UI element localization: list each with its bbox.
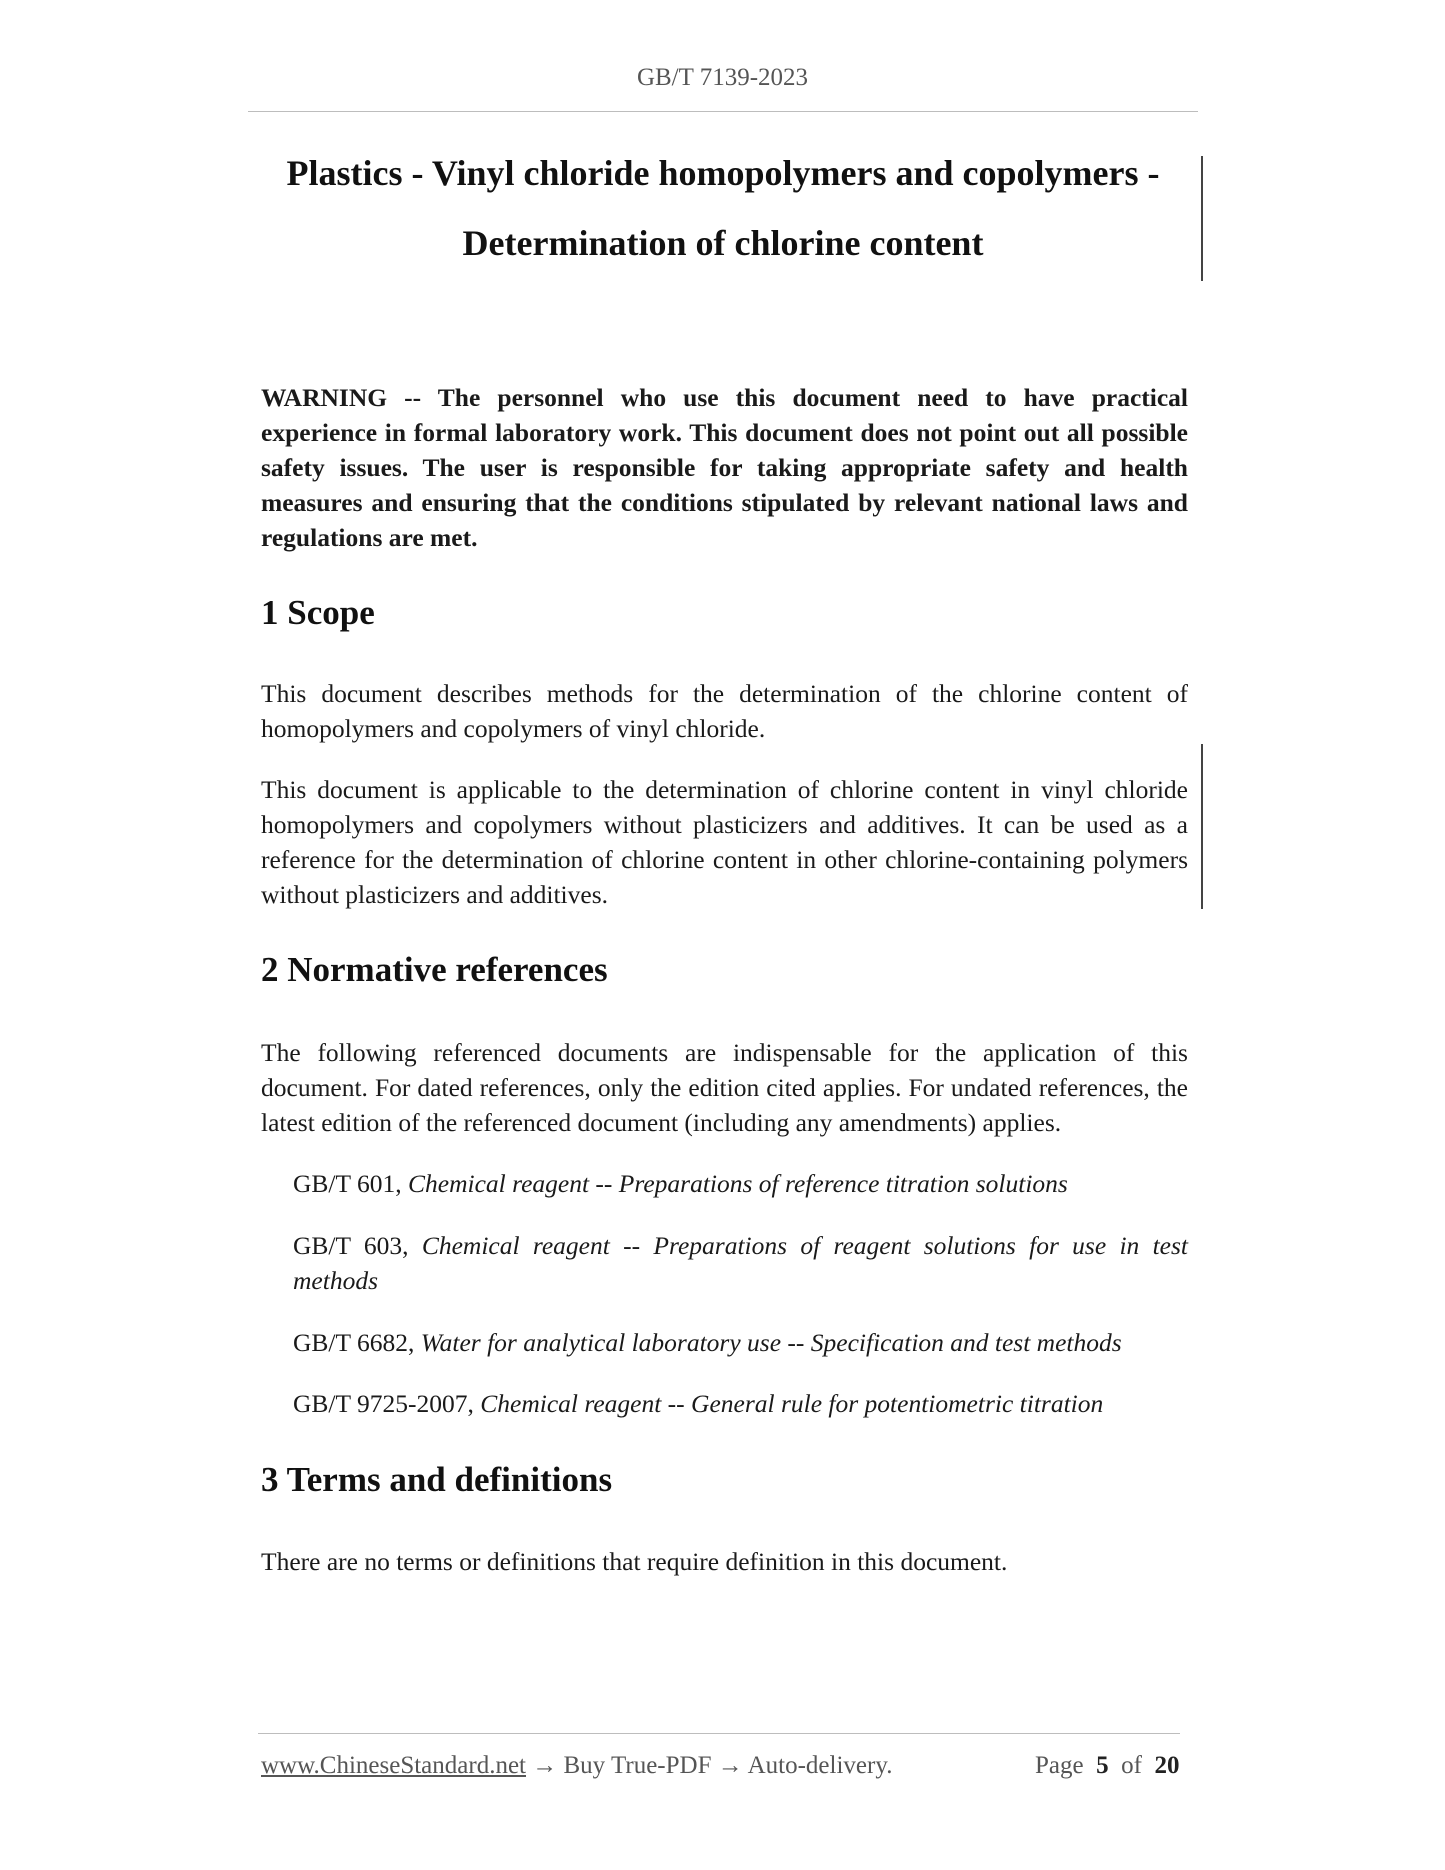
reference-item xyxy=(293,1386,1188,1421)
reference-code: GB/T 6682, xyxy=(293,1328,415,1357)
document-title-line-1: Plastics - Vinyl chloride homopolymers and copolymers - xyxy=(286,153,1160,193)
reference-code: GB/T 603, xyxy=(293,1231,409,1260)
reference-item xyxy=(293,1166,1188,1201)
page-indicator xyxy=(1035,1752,1179,1780)
reference-code: GB/T 9725-2007, xyxy=(293,1389,474,1418)
total-pages-number: 20 xyxy=(1154,1752,1180,1779)
warning-notice: WARNING -- The personnel who use this document need to have practical experience in formal laboratory work. This document does not point out all possible safety issues. The user is responsible for taking appropriate safety and health measures and ensuring that the conditions stipulated by relevant national laws and regulations are met. xyxy=(261,383,1188,552)
section-heading-terms: 3 Terms and definitions xyxy=(261,1460,613,1499)
reference-item xyxy=(293,1228,1188,1298)
reference-code: GB/T 601, xyxy=(293,1169,402,1198)
of-label: of xyxy=(1121,1752,1142,1779)
scope-paragraph-1: This document describes methods for the determination of the chlorine content of homopolymers and copolymers of vinyl chloride. xyxy=(261,679,1188,743)
buy-true-pdf-text: Buy True-PDF xyxy=(563,1752,712,1779)
footer-divider xyxy=(258,1733,1180,1734)
arrow-right-icon: → xyxy=(717,1752,743,1779)
revision-change-bar xyxy=(1201,156,1203,281)
document-title-line-2: Determination of chlorine content xyxy=(462,223,984,263)
reference-title: Chemical reagent -- General rule for potentiometric titration xyxy=(480,1389,1104,1418)
auto-delivery-text: Auto-delivery. xyxy=(747,1752,893,1779)
current-page-number: 5 xyxy=(1096,1752,1109,1779)
reference-item xyxy=(293,1325,1188,1360)
page-label: Page xyxy=(1035,1752,1084,1779)
reference-title: Chemical reagent -- Preparations of reference titration solutions xyxy=(408,1169,1068,1198)
arrow-right-icon: → xyxy=(532,1752,558,1779)
normative-intro-paragraph: The following referenced documents are indispensable for the application of this document. For dated references, only the edition cited applies. For undated references, the latest edition of the referenced document (including any amendments) applies. xyxy=(261,1038,1188,1137)
scope-paragraph-2: This document is applicable to the determination of chlorine content in vinyl chloride homopolymers and copolymers without plasticizers and additives. It can be used as a reference for the determination of chlorine content in other chlorine-containing polymers without plasticizers and additives. xyxy=(261,775,1188,909)
revision-change-bar xyxy=(1201,744,1203,909)
reference-title: Chemical reagent -- Preparations of reagent solutions for use in test methods xyxy=(293,1231,1188,1295)
terms-paragraph: There are no terms or definitions that require definition in this document. xyxy=(261,1547,1008,1576)
footer-promo xyxy=(261,1752,892,1780)
header-divider xyxy=(248,111,1198,112)
site-link[interactable]: www.ChineseStandard.net xyxy=(261,1752,526,1779)
header-standard-code: GB/T 7139-2023 xyxy=(636,64,809,91)
reference-title: Water for analytical laboratory use -- Specification and test methods xyxy=(420,1328,1122,1357)
section-heading-scope: 1 Scope xyxy=(261,593,375,632)
section-heading-normative-references: 2 Normative references xyxy=(261,950,608,989)
